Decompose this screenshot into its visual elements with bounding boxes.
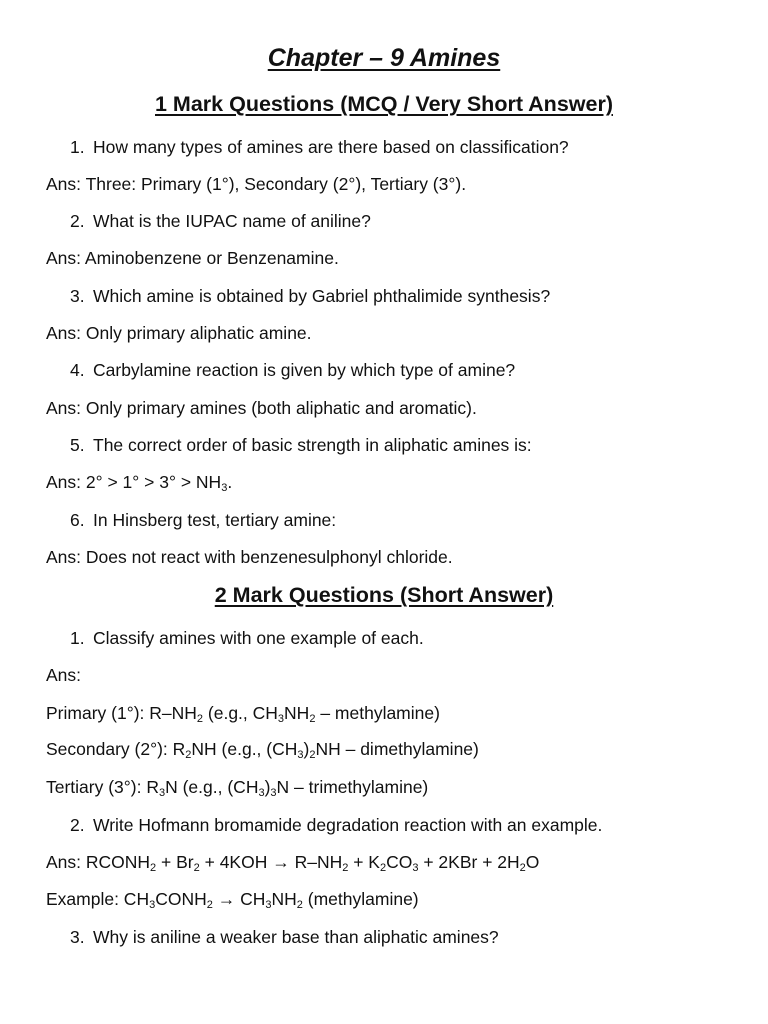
question-number: 2. — [70, 211, 85, 231]
tertiary-amine-line: Tertiary (3°): $R_3N$ (e.g., $(CH_3)_3N$ – trimethylamine) — [46, 777, 429, 799]
answer-3: Ans: Only primary aliphatic amine. — [46, 323, 312, 343]
question-number: 6. — [70, 510, 85, 530]
question-2m-3 — [70, 925, 748, 949]
section-heading-2-mark: 2 Mark Questions (Short Answer) — [214, 583, 554, 607]
question-6 — [70, 508, 748, 532]
section-heading-1-mark: 1 Mark Questions (MCQ / Very Short Answer) — [155, 92, 613, 116]
chapter-title: Chapter – 9 Amines — [267, 44, 501, 72]
question-text: In Hinsberg test, tertiary amine: — [93, 510, 337, 530]
question-number: 2. — [70, 815, 85, 835]
question-3 — [70, 284, 748, 308]
question-text: How many types of amines are there based on classification? — [93, 137, 569, 157]
answer-label: Ans: — [46, 665, 82, 685]
secondary-amine-line: Secondary (2°): $R_2NH$ (e.g., $(CH_3)_2NH$ – dimethylamine) — [46, 739, 479, 761]
question-4 — [70, 358, 748, 382]
question-number: 1. — [70, 628, 85, 648]
question-2m-2 — [70, 813, 748, 837]
question-number: 3. — [70, 927, 85, 947]
hofmann-example: Example: $CH_3CONH_2 \to CH_3NH_2$ (methylamine) — [46, 889, 419, 911]
question-text: Which amine is obtained by Gabriel phthalimide synthesis? — [93, 286, 551, 306]
question-text: The correct order of basic strength in aliphatic amines is: — [93, 435, 532, 455]
answer-6: Ans: Does not react with benzenesulphonyl chloride. — [46, 547, 453, 567]
answer-2: Ans: Aminobenzene or Benzenamine. — [46, 248, 339, 268]
question-2m-1 — [70, 626, 748, 650]
question-number: 5. — [70, 435, 85, 455]
primary-amine-line: Primary (1°): $R-NH_2$ (e.g., $CH_3NH_2$ – methylamine) — [46, 703, 440, 725]
answer-4: Ans: Only primary amines (both aliphatic and aromatic). — [46, 398, 477, 418]
answer-5: Ans: $2^\circ > 1^\circ > 3^\circ > NH_3$. — [46, 472, 233, 494]
question-text: Classify amines with one example of each. — [93, 628, 424, 648]
question-1 — [70, 135, 748, 159]
question-text: Carbylamine reaction is given by which type of amine? — [93, 360, 516, 380]
question-number: 1. — [70, 137, 85, 157]
question-2 — [70, 209, 748, 233]
question-5 — [70, 433, 748, 457]
question-text: Write Hofmann bromamide degradation reaction with an example. — [93, 815, 603, 835]
question-text: What is the IUPAC name of aniline? — [93, 211, 371, 231]
question-number: 3. — [70, 286, 85, 306]
question-text: Why is aniline a weaker base than aliphatic amines? — [93, 927, 499, 947]
answer-1: Ans: Three: Primary (1°), Secondary (2°), Tertiary (3°). — [46, 174, 467, 194]
question-number: 4. — [70, 360, 85, 380]
hofmann-reaction-answer: Ans: $RCONH_2 + Br_2 + 4KOH \to R-NH_2 + K_2CO_3 + 2KBr + 2H_2O$ — [46, 852, 540, 874]
